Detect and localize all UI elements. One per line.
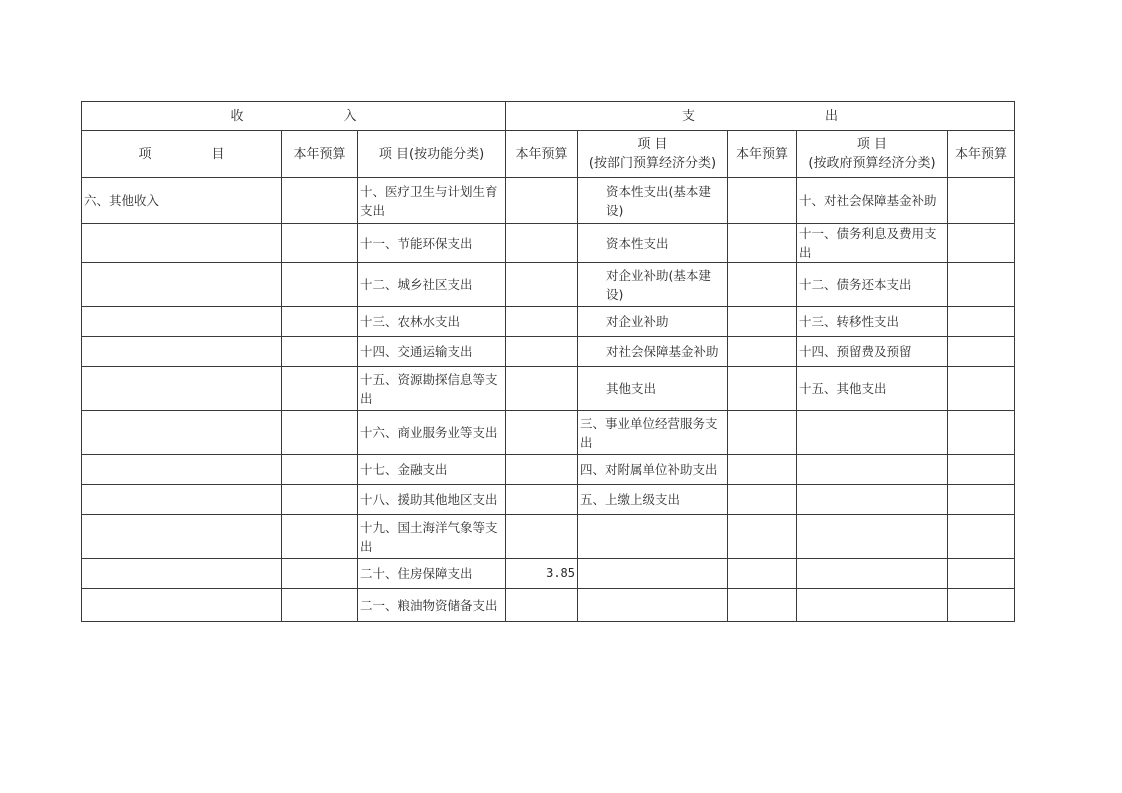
- dept-item-cell: [578, 559, 728, 589]
- func-item-cell: 十八、援助其他地区支出: [358, 485, 506, 515]
- table-row: [82, 559, 1015, 589]
- func-budget-cell: [506, 224, 578, 263]
- func-item-cell: 十九、国土海洋气象等支出: [358, 515, 506, 559]
- income-budget-header: 本年预算: [282, 131, 358, 178]
- income-item-char1: 项: [138, 146, 152, 162]
- gov-item-cell: [797, 485, 948, 515]
- dept-budget-cell: [728, 485, 797, 515]
- gov-budget-cell: [948, 559, 1015, 589]
- income-budget-cell: [282, 515, 358, 559]
- dept-budget-cell: [728, 337, 797, 367]
- header-row-sub: [82, 131, 1015, 178]
- gov-budget-cell: [948, 515, 1015, 559]
- dept-budget-cell: [728, 178, 797, 224]
- gov-budget-cell: [948, 337, 1015, 367]
- income-cell: [82, 515, 282, 559]
- dept-item-header-line1: 项 目: [637, 137, 668, 152]
- income-cell: [82, 559, 282, 589]
- income-cell: [82, 485, 282, 515]
- gov-item-cell: 十四、预留费及预留: [797, 337, 948, 367]
- gov-item-cell: 十二、债务还本支出: [797, 263, 948, 307]
- income-budget-cell: [282, 224, 358, 263]
- gov-item-cell: [797, 515, 948, 559]
- gov-budget-cell: [948, 367, 1015, 411]
- income-budget-cell: [282, 307, 358, 337]
- gov-item-cell: 十五、其他支出: [797, 367, 948, 411]
- dept-item-cell: 资本性支出(基本建设): [578, 178, 728, 224]
- func-budget-cell: [506, 515, 578, 559]
- gov-item-cell: 十一、债务利息及费用支出: [797, 224, 948, 263]
- table-row: [82, 367, 1015, 411]
- gov-item-cell: 十、对社会保障基金补助: [797, 178, 948, 224]
- func-budget-cell: [506, 589, 578, 622]
- budget-table: [81, 101, 1015, 622]
- dept-budget-cell: [728, 455, 797, 485]
- func-item-cell: 十五、资源勘探信息等支出: [358, 367, 506, 411]
- func-budget-cell: [506, 307, 578, 337]
- income-cell: [82, 307, 282, 337]
- income-budget-cell: [282, 485, 358, 515]
- dept-budget-cell: [728, 559, 797, 589]
- gov-item-cell: [797, 411, 948, 455]
- gov-item-cell: [797, 559, 948, 589]
- dept-item-cell: 对社会保障基金补助: [578, 337, 728, 367]
- gov-budget-cell: [948, 455, 1015, 485]
- gov-item-cell: [797, 455, 948, 485]
- func-item-cell: 二一、粮油物资储备支出: [358, 589, 506, 622]
- dept-budget-cell: [728, 411, 797, 455]
- income-cell: 六、其他收入: [82, 178, 282, 224]
- gov-budget-cell: [948, 224, 1015, 263]
- dept-item-cell: 三、事业单位经营服务支出: [578, 411, 728, 455]
- func-budget-cell: [506, 485, 578, 515]
- income-budget-cell: [282, 178, 358, 224]
- gov-item-header: [797, 131, 948, 178]
- income-cell: [82, 589, 282, 622]
- func-budget-cell: [506, 263, 578, 307]
- income-budget-cell: [282, 589, 358, 622]
- income-budget-cell: [282, 411, 358, 455]
- dept-budget-cell: [728, 307, 797, 337]
- dept-budget-cell: [728, 589, 797, 622]
- dept-item-header-line2: (按部门预算经济分类): [588, 156, 717, 171]
- income-cell: [82, 367, 282, 411]
- func-budget-cell: [506, 411, 578, 455]
- income-cell: [82, 224, 282, 263]
- gov-item-cell: [797, 589, 948, 622]
- expense-header: [506, 102, 1015, 131]
- func-budget-cell: [506, 367, 578, 411]
- dept-item-cell: 五、上缴上级支出: [578, 485, 728, 515]
- dept-budget-cell: [728, 263, 797, 307]
- dept-item-cell: [578, 515, 728, 559]
- income-cell: [82, 337, 282, 367]
- income-header-char2: 入: [343, 108, 357, 124]
- dept-budget-cell: [728, 224, 797, 263]
- func-item-cell: 十、医疗卫生与计划生育支出: [358, 178, 506, 224]
- income-budget-cell: [282, 263, 358, 307]
- dept-item-cell: 四、对附属单位补助支出: [578, 455, 728, 485]
- func-item-cell: 二十、住房保障支出: [358, 559, 506, 589]
- table-row: [82, 455, 1015, 485]
- gov-item-header-line2: (按政府预算经济分类): [808, 156, 936, 171]
- income-header-char1: 收: [230, 108, 244, 124]
- income-item-char2: 目: [211, 146, 225, 162]
- gov-item-cell: 十三、转移性支出: [797, 307, 948, 337]
- income-item-header: [82, 131, 282, 178]
- table-row: [82, 307, 1015, 337]
- table-row: [82, 589, 1015, 622]
- table-row: [82, 178, 1015, 224]
- income-budget-cell: [282, 337, 358, 367]
- table-row: [82, 337, 1015, 367]
- func-item-header: 项 目(按功能分类): [358, 131, 506, 178]
- func-item-cell: 十一、节能环保支出: [358, 224, 506, 263]
- gov-budget-cell: [948, 589, 1015, 622]
- income-cell: [82, 411, 282, 455]
- table-row: [82, 224, 1015, 263]
- income-budget-cell: [282, 455, 358, 485]
- gov-budget-cell: [948, 307, 1015, 337]
- table-row: [82, 485, 1015, 515]
- func-item-cell: 十七、金融支出: [358, 455, 506, 485]
- gov-budget-cell: [948, 263, 1015, 307]
- gov-item-header-line1: 项 目: [856, 137, 888, 152]
- dept-budget-cell: [728, 515, 797, 559]
- income-budget-cell: [282, 367, 358, 411]
- dept-budget-header: 本年预算: [728, 131, 797, 178]
- gov-budget-header: 本年预算: [948, 131, 1015, 178]
- func-budget-cell: [506, 337, 578, 367]
- dept-item-cell: [578, 589, 728, 622]
- expense-header-char2: 出: [825, 108, 839, 124]
- gov-budget-cell: [948, 485, 1015, 515]
- func-budget-cell: 3.85: [506, 559, 578, 589]
- expense-header-char1: 支: [681, 108, 695, 124]
- income-cell: [82, 455, 282, 485]
- income-budget-cell: [282, 559, 358, 589]
- income-cell: [82, 263, 282, 307]
- gov-budget-cell: [948, 411, 1015, 455]
- dept-item-cell: 资本性支出: [578, 224, 728, 263]
- dept-budget-cell: [728, 367, 797, 411]
- func-item-cell: 十四、交通运输支出: [358, 337, 506, 367]
- table-row: [82, 515, 1015, 559]
- dept-item-header: [578, 131, 728, 178]
- func-item-cell: 十二、城乡社区支出: [358, 263, 506, 307]
- header-row-top: [82, 102, 1015, 131]
- func-budget-cell: [506, 455, 578, 485]
- func-budget-header: 本年预算: [506, 131, 578, 178]
- dept-item-cell: 其他支出: [578, 367, 728, 411]
- table-row: [82, 411, 1015, 455]
- func-budget-cell: [506, 178, 578, 224]
- income-header: [82, 102, 506, 131]
- gov-budget-cell: [948, 178, 1015, 224]
- table-row: [82, 263, 1015, 307]
- dept-item-cell: 对企业补助(基本建设): [578, 263, 728, 307]
- dept-item-cell: 对企业补助: [578, 307, 728, 337]
- func-item-cell: 十六、商业服务业等支出: [358, 411, 506, 455]
- func-item-cell: 十三、农林水支出: [358, 307, 506, 337]
